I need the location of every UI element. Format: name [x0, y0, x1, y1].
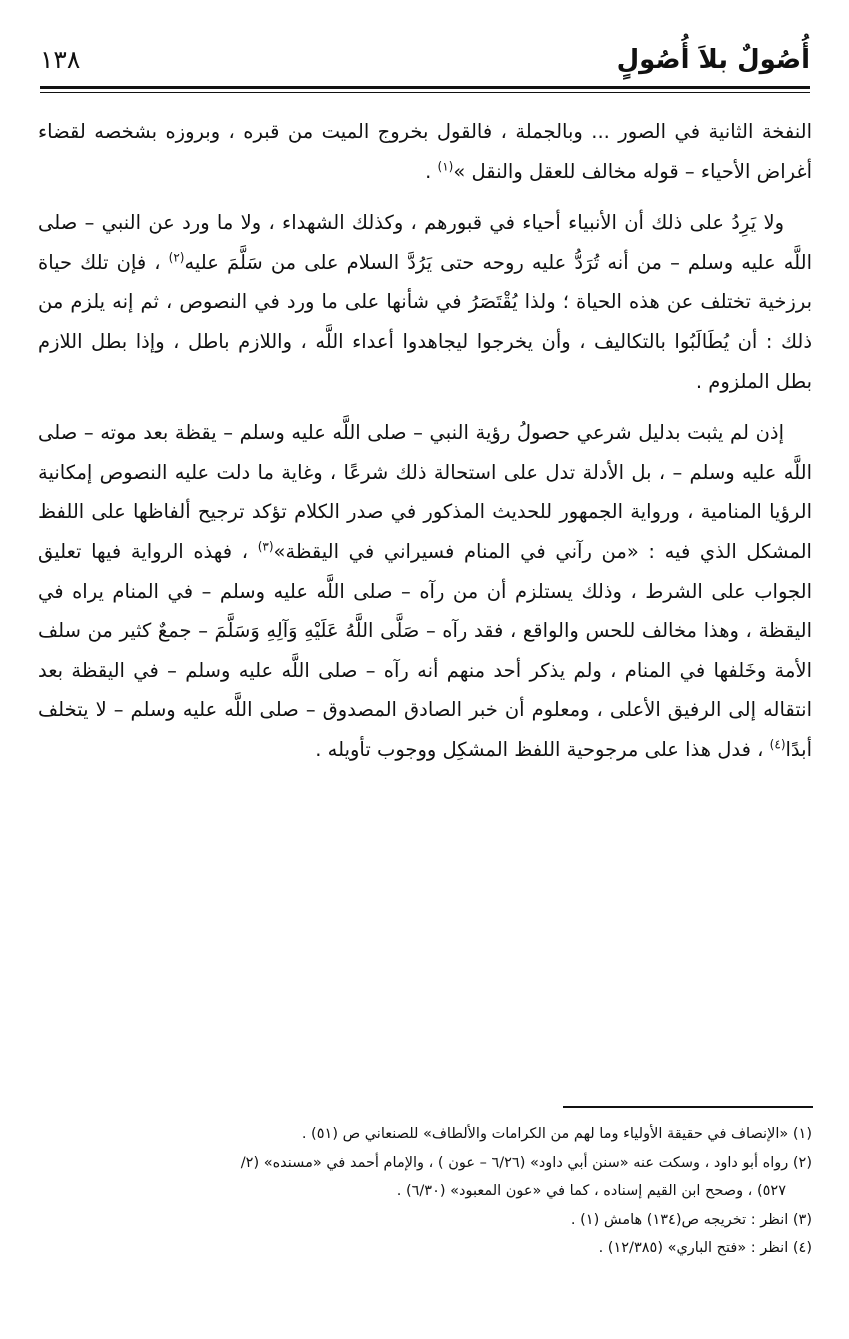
footnote-2-continued: ٥٢٧) ، وصحح ابن القيم إسناده ، كما في «عون المعبود» (٦/٣٠) .: [396, 1183, 786, 1199]
running-title: أُصُولٌ بلاَ أُصُولٍ: [616, 45, 810, 75]
header-rule-thick: [40, 86, 810, 89]
header-rule-thin: [40, 92, 810, 93]
paragraph-3-text-end: ، فدل هذا على مرجوحية اللفظ المشكِل ووجوب تأويله .: [315, 737, 770, 761]
paragraph-3-text: إذن لم يثبت بدليل شرعي حصولُ رؤية النبي – صلى اللَّه عليه وسلم – يقظة بعد موته – صلى اللَّه عليه وسلم – ، بل الأدلة تدل على استحالة ذلك شرعًا ، وغاية ما دلت عليه النصوص إمكانية الرؤيا المنامية ، ورواية الجمهور للحديث المذكور في صدر الكلام تؤكد ترجيح ألفاظها على اللفظ المشكل الذي فيه : «من رآني في المنام فسيراني في اليقظة»: [38, 421, 812, 563]
footnote-separator: [563, 1106, 813, 1108]
footnote-1: (١) «الإنصاف في حقيقة الأولياء وما لهم من الكرامات والألطاف» للصنعاني ص (٥١) .: [301, 1126, 812, 1142]
footnote-ref-3[interactable]: (٣): [257, 539, 274, 554]
page-number: ١٣٨: [40, 45, 81, 74]
paragraph-3: [38, 413, 812, 769]
footnote-3: (٣) انظر : تخريجه ص(١٣٤) هامش (١) .: [570, 1211, 812, 1228]
footnotes: [40, 1120, 812, 1263]
paragraph-2-text: ولا يَرِدُ على ذلك أن الأنبياء أحياء في قبورهم ، وكذلك الشهداء ، ولا ما ورد عن النبي – صلى اللَّه عليه وسلم – من أنه تُرَدُّ عليه روحه حتى يَرُدَّ السلام على من سَلَّمَ عليه: [38, 211, 812, 274]
paragraph-1-text: النفخة الثانية في الصور ... وبالجملة ، فالقول بخروج الميت من قبره ، وبروزه بشخصه لقضاء أغراض الأحياء – قوله مخالف للعقل والنقل »: [38, 120, 812, 183]
paragraph-1: [38, 112, 812, 191]
footnote-ref-2[interactable]: (٢): [168, 250, 185, 265]
paragraph-2-text-cont: ، فإن تلك حياة برزخية تختلف عن هذه الحياة ؛ ولذا يُقْتَصَرُ في شأنها على ما ورد في النصوص ، ثم إنه يلزم من ذلك : أن يُطَالَبُوا بالتكاليف ، وأن يخرجوا ليجاهدوا أعداء اللَّه ، واللازم باطل ، وإذا بطل اللازم بطل الملزوم .: [38, 250, 812, 393]
main-text: [38, 112, 812, 782]
paragraph-2: [38, 203, 812, 401]
paragraph-3-text-cont: ، فهذه الرواية فيها تعليق الجواب على الشرط ، وذلك يستلزم أن من رآه – صلى اللَّه عليه وسلم – في المنام يراه في اليقظة ، وهذا مخالف للحس والواقع ، فقد رآه – صَلَّى اللَّهُ عَلَيْهِ وَآلِهِ وَسَلَّمَ – جمعٌ كثير من سلف الأمة وخَلفها في المنام ، ولم يذكر أحد منهم أنه رآه – صلى اللَّه عليه وسلم – في اليقظة بعد انتقاله إلى الرفيق الأعلى ، ومعلوم أن خبر الصادق المصدوق – صلى اللَّه عليه وسلم – لا يتخلف أبدًا: [38, 539, 812, 761]
paragraph-1-end: .: [425, 159, 438, 183]
footnote-4: (٤) انظر : «فتح الباري» (١٢/٣٨٥) .: [598, 1240, 812, 1256]
footnote-2: (٢) رواه أبو داود ، وسكت عنه «سنن أبي داود» (٦/٢٦ – عون ) ، والإمام أحمد في «مسنده» (٢/: [240, 1154, 812, 1171]
footnote-ref-1[interactable]: (١): [437, 159, 454, 174]
running-header: [40, 40, 810, 86]
footnote-ref-4[interactable]: (٤): [769, 737, 786, 752]
